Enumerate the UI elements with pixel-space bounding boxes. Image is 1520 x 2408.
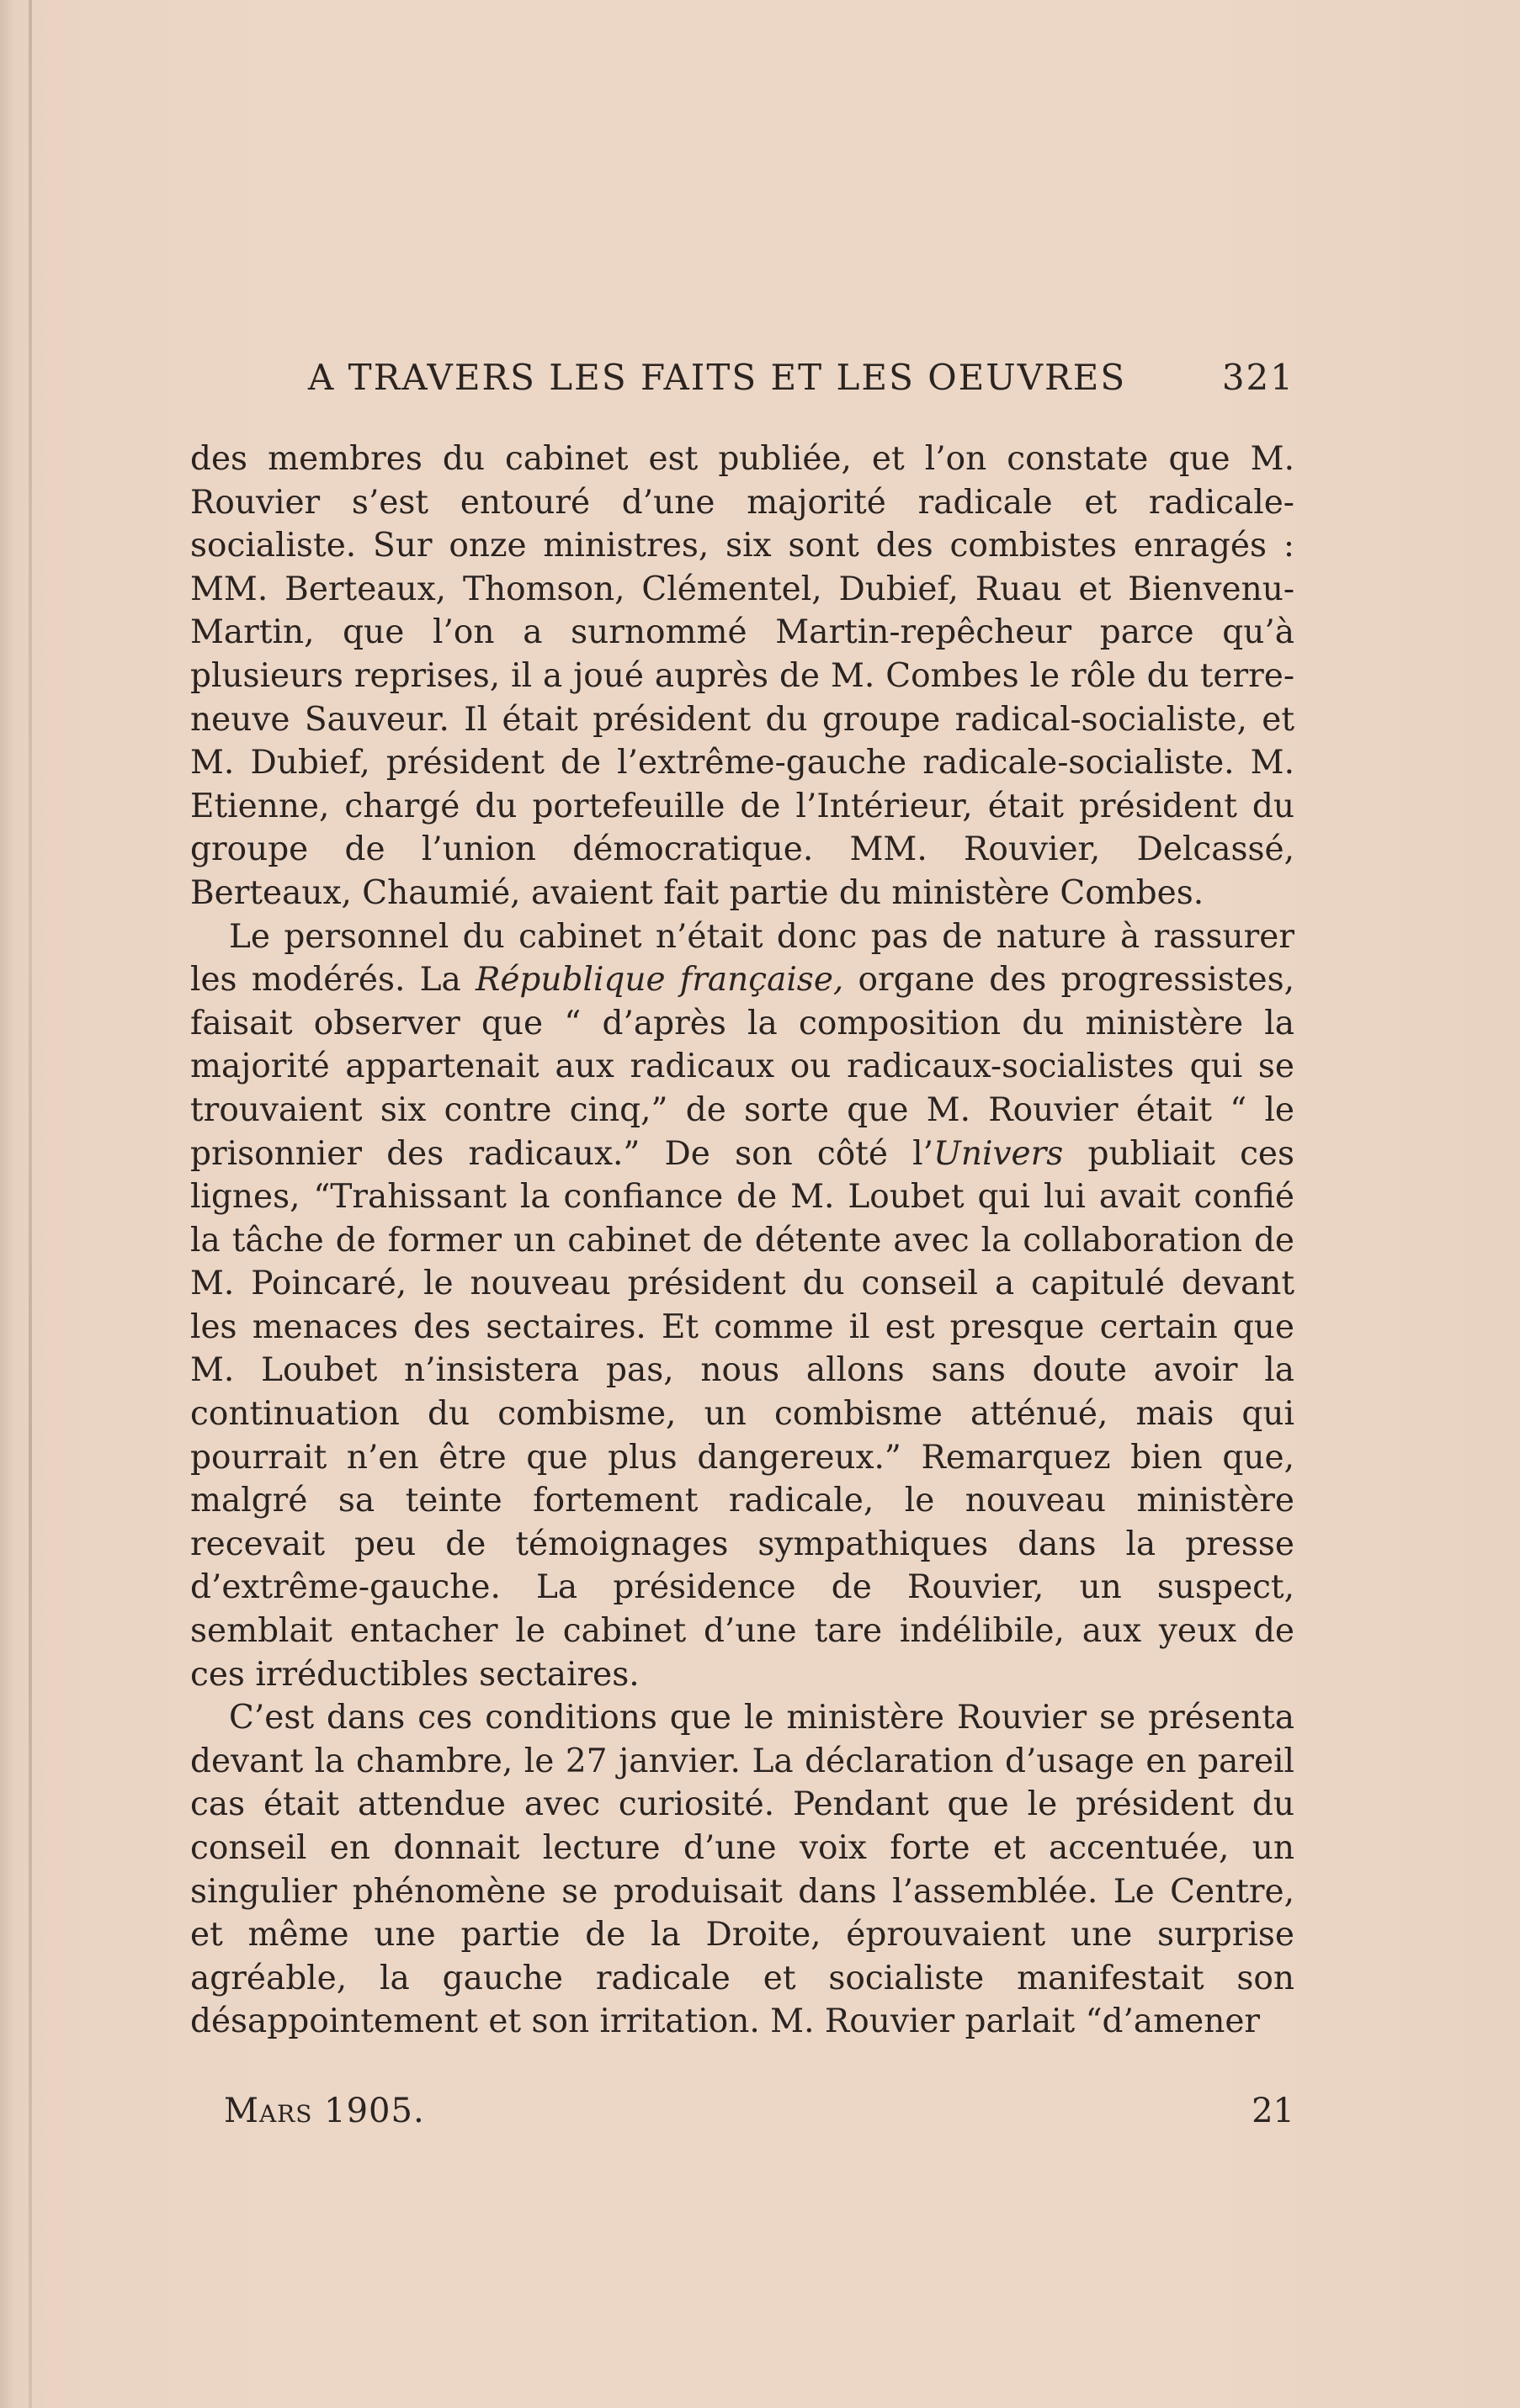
running-title: A TRAVERS LES FAITS ET LES OEUVRES	[308, 357, 1127, 398]
main-text	[190, 438, 1294, 2044]
issue-date: Mars 1905.	[224, 2092, 425, 2130]
paragraph-continued	[190, 438, 1294, 915]
page-number: 321	[1221, 357, 1294, 398]
paragraph-text: publiait ces lignes, “Trahissant la confiance de M. Loubet qui lui avait confié la tâche de former un cabinet de détente avec la collaboration de M. Poincaré, le nouveau président du conseil a capitulé devant les menaces des sectaires. Et comme il est presque certain que M. Loubet n’insistera pas, nous allons sans doute avoir la continuation du combisme, un combisme atténué, mais qui pourrait n’en être que plus dangereux.” Remarquez bien que, malgré sa teinte fortement radicale, le nouveau ministère recevait peu de témoignages sympathiques dans la presse d’extrême-gauche. La présidence de Rouvier, un suspect, semblait entacher le cabinet d’une tare indélibile, aux yeux de ces irréductibles sectaires.	[190, 1134, 1295, 1694]
paragraph-text: C’est dans ces conditions que le ministère Rouvier se présenta devant la chambre, le 27 janvier. La déclaration d’usage en pareil cas était attendue avec curiosité. Pendant que le président du conseil en donnait lecture d’une voix forte et accentuée, un singulier phénomène se produisait dans l’assemblée. Le Centre, et même une partie de la Droite, éprouvaient une surprise agréable, la gauche radicale et socialiste manifestait son désappointement et son irritation. M. Rouvier parlait “d’amener	[190, 1699, 1294, 2041]
paragraph	[190, 915, 1294, 1697]
paragraph-text: Le personnel du cabinet n’était donc pas de nature à rassurer les modérés. La	[190, 917, 1294, 1000]
newspaper-title: République française,	[475, 961, 844, 1000]
paragraph	[190, 1696, 1294, 2044]
signature-mark: 21	[1252, 2092, 1294, 2130]
running-header	[190, 357, 1294, 402]
page-footer	[224, 2092, 1294, 2134]
paragraph-text: des membres du cabinet est publiée, et l’on constate que M. Rouvier s’est entouré d’une majorité radicale et radicale-socialiste. Sur onze ministres, six sont des combistes enragés : MM. Berteaux, Thomson, Clémentel, Dubief, Ruau et Bienvenu-Martin, que l’on a surnommé Martin-repêcheur parce qu’à plusieurs reprises, il a joué auprès de M. Combes le rôle du terre-neuve Sauveur. Il était président du groupe radical-socialiste, et M. Dubief, président de l’extrême-gauche radicale-socialiste. M. Etienne, chargé du portefeuille de l’Intérieur, était président du groupe de l’union démocratique. MM. Rouvier, Delcassé, Berteaux, Chaumié, avaient fait partie du ministère Combes.	[190, 440, 1294, 912]
newspaper-title: Univers	[933, 1134, 1064, 1173]
page-gutter-edge	[29, 0, 32, 2408]
paragraph-text: organe des progressistes, faisait observer que “ d’après la composition du ministère la majorité appartenait aux radicaux ou radicaux-socialistes qui se trouvaient six contre cinq,” de sorte que M. Rouvier était “ le prisonnier des radicaux.” De son côté l’	[190, 961, 1294, 1173]
